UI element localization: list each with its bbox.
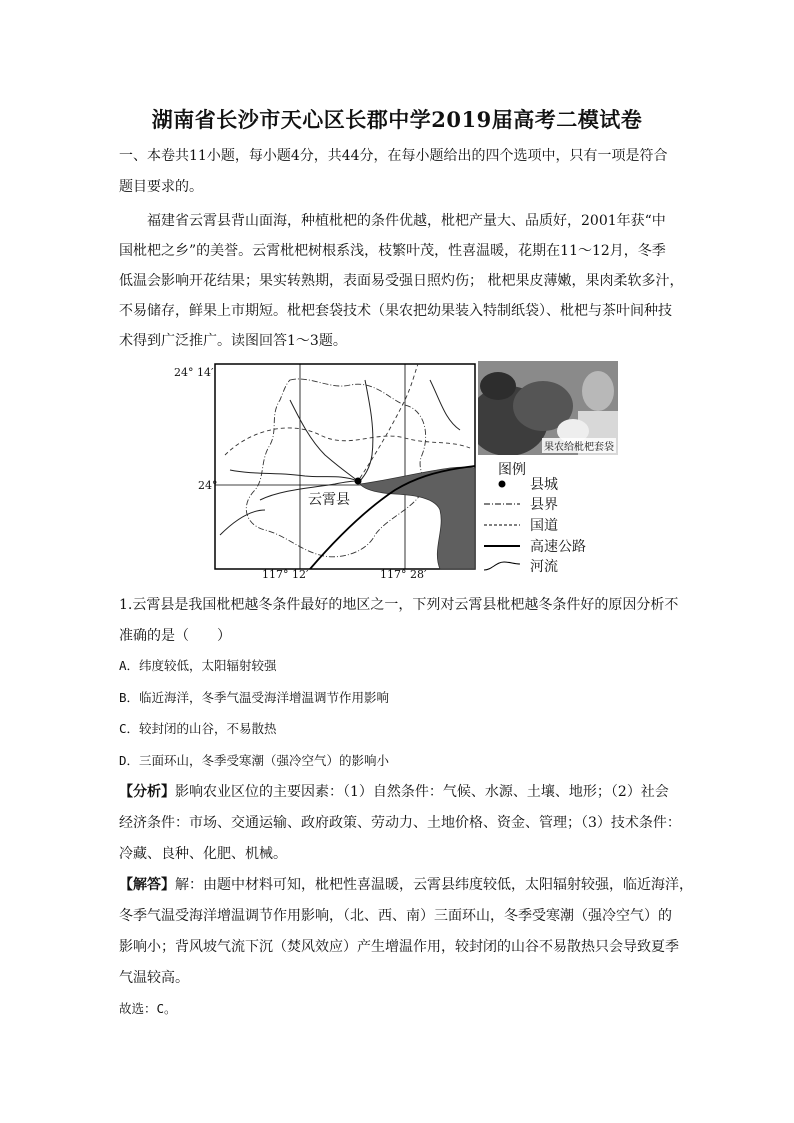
river-4	[360, 380, 373, 481]
section-intro-line-1: 一、本卷共11小题，每小题4分，共44分，在每小题给出的四个选项中，只有一项是符合	[119, 148, 668, 164]
analysis-line-2: 经济条件：市场、交通运输、政府政策、劳动力、土地价格、资金、管理；（3）技术条件：	[119, 815, 681, 831]
county-boundary	[246, 379, 425, 557]
question-line-1: 1.云霄县是我国枇杷越冬条件最好的地区之一，下列对云霄县枇杷越冬条件好的原因分析不	[119, 597, 679, 613]
legend-item-county-boundary	[482, 494, 622, 514]
legend-item-county-seat	[482, 474, 622, 494]
legend-label-expressway: 高速公路	[530, 539, 586, 555]
answer-label: 【解答】	[119, 877, 175, 893]
county-seat-dot	[355, 478, 362, 485]
map-frame	[215, 364, 475, 569]
national-road-2	[360, 364, 418, 478]
answer-line-2: 冬季气温受海洋增温调节作用影响，（北、西、南）三面环山，冬季受寒潮（强冷空气）的	[119, 908, 672, 924]
county-label: 云霄县	[308, 492, 350, 508]
latitude-label-mid: 24°	[198, 479, 218, 492]
legend-item-national-road	[482, 515, 622, 535]
answer-line-1	[119, 874, 693, 894]
longitude-label-left: 117° 12′	[262, 568, 309, 581]
passage-line-3: 低温会影响开花结果；果实转熟期，表面易受强日照灼伤； 枇杷果皮薄嫩，果肉柔软多汁，	[119, 273, 684, 289]
photo-caption: 果农给枇杷套袋	[542, 438, 616, 453]
river-line-icon	[482, 558, 522, 574]
option-d: D．三面环山，冬季受寒潮（强冷空气）的影响小	[119, 753, 390, 768]
option-a: A．纬度较低，太阳辐射较强	[119, 658, 277, 673]
answer-line-3: 影响小；背风坡气流下沉（焚风效应）产生增温作用，较封闭的山谷不易散热只会导致夏季	[119, 939, 679, 955]
answer-text-1: 解：由题中材料可知，枇杷性喜温暖，云霄县纬度较低，太阳辐射较强，临近海洋，	[175, 877, 693, 893]
legend-item-expressway	[482, 536, 622, 556]
analysis-line-1	[119, 781, 689, 801]
latitude-label-top: 24° 14′	[174, 366, 214, 379]
legend-label-county-seat: 县城	[530, 477, 558, 493]
passage-line-4: 不易储存，鲜果上市期短。枇杷套袋技术（果农把幼果装入特制纸袋）、枇杷与茶叶间种技	[119, 303, 672, 319]
river-6	[430, 380, 460, 430]
passage-line-2: 国枇杷之乡”的美誉。云霄枇杷树根系浅，枝繁叶茂，性喜温暖，花期在11～12月，冬季	[119, 243, 666, 259]
question-line-2: 准确的是（ ）	[119, 628, 231, 644]
national-road-1	[225, 428, 470, 455]
sea-area	[360, 467, 475, 569]
river-5	[220, 510, 265, 535]
dot-icon	[482, 476, 522, 492]
dash-dot-line-icon	[482, 496, 522, 512]
legend-label-county-boundary: 县界	[530, 497, 558, 513]
longitude-label-right: 117° 28′	[380, 568, 427, 581]
option-c: C．较封闭的山谷，不易散热	[119, 721, 277, 736]
legend-title: 图例	[498, 462, 526, 478]
analysis-line-3: 冷藏、良种、化肥、机械。	[119, 846, 287, 862]
conclusion: 故选：C。	[119, 1001, 177, 1016]
legend-item-river	[482, 556, 622, 576]
analysis-text-1: 影响农业区位的主要因素：（1）自然条件：气候、水源、土壤、地形；（2）社会	[175, 784, 669, 800]
river-1	[230, 470, 358, 481]
farmer-bagging-photo	[478, 361, 618, 455]
section-intro-line-2: 题目要求的。	[119, 179, 203, 195]
legend-label-national-road: 国道	[530, 518, 558, 534]
page-title: 湖南省长沙市天心区长郡中学2019届高考二模试卷	[151, 107, 643, 132]
analysis-label: 【分析】	[119, 784, 175, 800]
answer-line-4: 气温较高。	[119, 970, 189, 986]
legend-label-river: 河流	[530, 559, 558, 575]
option-b: B．临近海洋，冬季气温受海洋增温调节作用影响	[119, 690, 390, 705]
dashed-line-icon	[482, 517, 522, 533]
passage-line-5: 术得到广泛推广。读图回答1～3题。	[119, 333, 347, 349]
passage-line-1: 福建省云霄县背山面海，种植枇杷的条件优越，枇杷产量大、品质好，2001年获“中	[147, 213, 666, 229]
solid-line-icon	[482, 538, 522, 554]
